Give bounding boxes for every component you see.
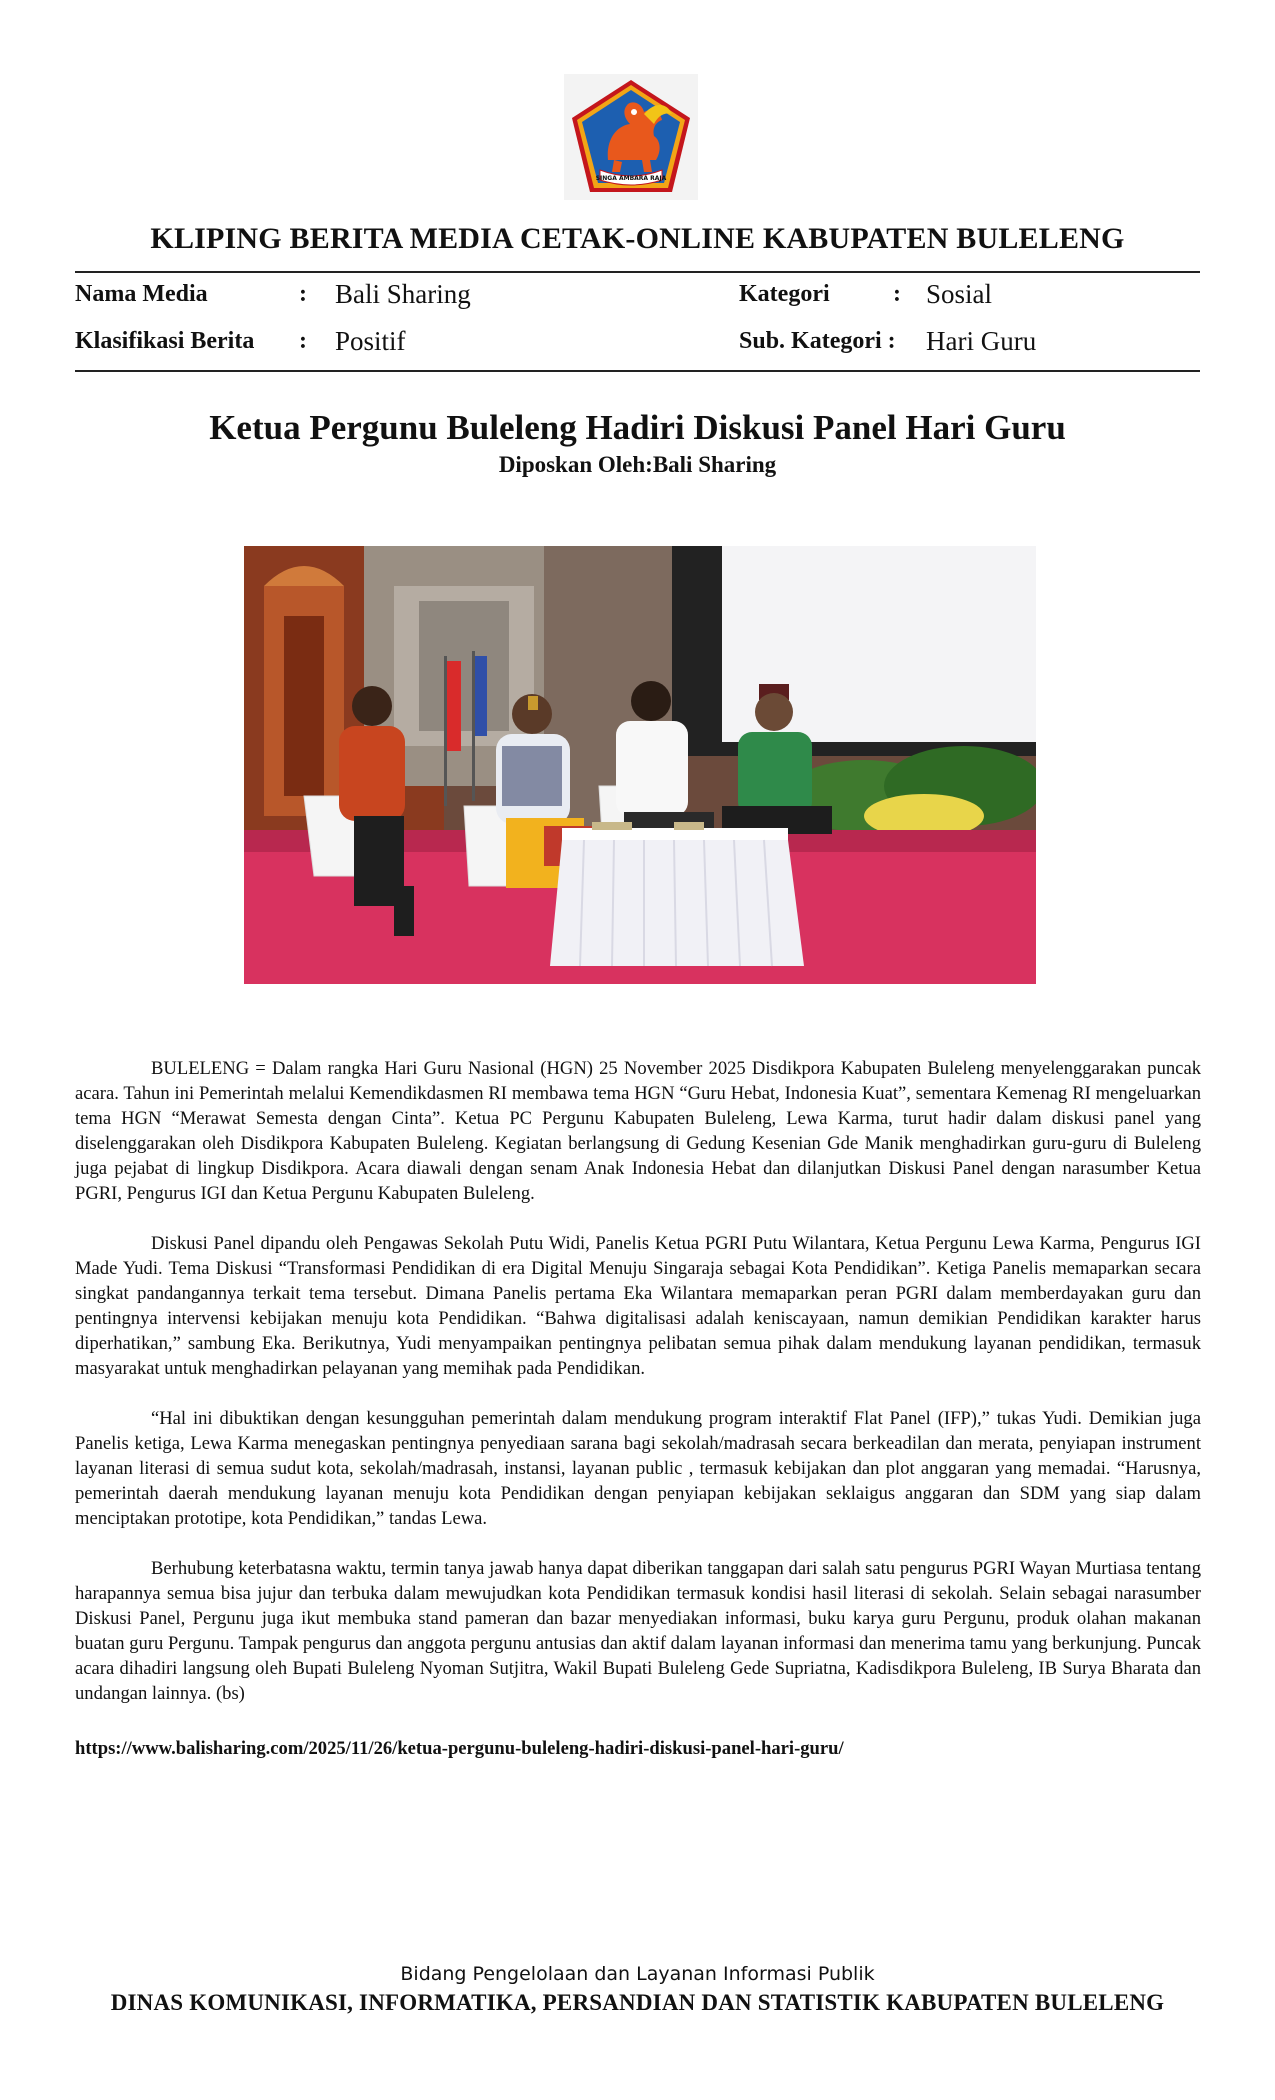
article-body <box>75 1056 1201 1731</box>
classification-label: Klasifikasi Berita <box>75 328 255 354</box>
panel-discussion-photo <box>244 546 1036 984</box>
media-name-label: Nama Media <box>75 281 208 307</box>
article-byline: Diposkan Oleh:Bali Sharing <box>498 452 777 477</box>
singa-ambara-raja-emblem-icon <box>564 74 698 200</box>
regency-logo <box>564 74 698 200</box>
classification-value: Positif <box>335 326 406 356</box>
article-paragraph: BULELENG = Dalam rangka Hari Guru Nasional (HGN) 25 November 2025 Disdikpora Kabupaten Buleleng menyelenggarakan puncak acara. Tahun ini Pemerintah melalui Kemendikdasmen RI membawa tema HGN “Guru Hebat, Indonesia Kuat”, sementara Kemenag RI mengeluarkan tema HGN “Merawat Semesta dengan Cinta”. Ketua PC Pergunu Kabupaten Buleleng, Lewa Karma, turut hadir dalam diskusi panel yang diselenggarakan oleh Disdikpora Kabupaten Buleleng. Kegiatan berlangsung di Gedung Kesenian Gde Manik menghadirkan guru-guru di Buleleng juga pejabat di lingkup Disdikpora. Acara diawali dengan senam Anak Indonesia Hebat dan dilanjutkan Diskusi Panel dengan narasumber Ketua PGRI, Pengurus IGI dan Ketua Pergunu Kabupaten Buleleng. <box>75 1058 1201 1204</box>
article-paragraph: “Hal ini dibuktikan dengan kesungguhan pemerintah dalam mendukung program interaktif Flat Panel (IFP),” tukas Yudi. Demikian juga Panelis ketiga, Lewa Karma menegaskan pentingnya penyediaan sarana bagi sekolah/madrasah secara berkeadilan dan merata, penyiapan instrument layanan literasi di semua sudut kota, sekolah/madrasah, instansi, layanan public , termasuk kebijakan dan plot anggaran yang memadai. “Harusnya, pemerintah daerah mendukung layanan menuju kota Pendidikan dengan penyiapan kebijakan seklaigus anggaran dan SDM yang siap dalam menciptakan prototipe, kota Pendidikan,” tandas Lewa. <box>75 1408 1201 1529</box>
panel-discussion-photo-illustration <box>244 546 1036 984</box>
article-paragraph: Diskusi Panel dipandu oleh Pengawas Sekolah Putu Widi, Panelis Ketua PGRI Putu Wilantara, Ketua Pergunu Lewa Karma, Pengurus IGI Made Yudi. Tema Diskusi “Transformasi Pendidikan di era Digital Menuju Singaraja sebagai Kota Pendidikan”. Ketiga Panelis memaparkan secara singkat pandangannya terkait tema tersebut. Dimana Panelis pertama Eka Wilantara memaparkan peran PGRI dalam memberdayakan guru dan pentingnya intervensi kebijakan menuju kota Pendidikan. “Bahwa digitalisasi adalah keniscayaan, namun demikian Pendidikan karakter harus diperhatikan,” sambung Eka. Berikutnya, Yudi menyampaikan pentingnya pelibatan semua pihak dalam mendukung layanan pendidikan, termasuk masyarakat untuk menghadirkan pelayanan yang memihak pada Pendidikan. <box>75 1233 1201 1379</box>
media-name-colon: : <box>299 281 307 307</box>
classification-colon: : <box>299 328 307 354</box>
clipping-header-title: KLIPING BERITA MEDIA CETAK-ONLINE KABUPATEN BULELENG <box>150 222 1125 255</box>
header-divider-top <box>75 271 1200 273</box>
subcategory-label: Sub. Kategori : <box>739 328 896 354</box>
category-colon: : <box>893 281 901 307</box>
article-title: Ketua Pergunu Buleleng Hadiri Diskusi Panel Hari Guru <box>209 408 1066 447</box>
source-url-link[interactable]: https://www.balisharing.com/2025/11/26/ketua-pergunu-buleleng-hadiri-diskusi-panel-hari-guru/ <box>75 1738 844 1759</box>
footer-department: Bidang Pengelolaan dan Layanan Informasi Publik <box>400 1963 875 1985</box>
category-value: Sosial <box>926 279 993 309</box>
subcategory-value: Hari Guru <box>926 326 1037 356</box>
category-label: Kategori <box>739 281 830 307</box>
media-name-value: Bali Sharing <box>335 279 471 309</box>
header-divider-bottom <box>75 370 1200 372</box>
svg-text:SINGA AMBARA RAJA: SINGA AMBARA RAJA <box>595 175 667 182</box>
article-paragraph: Berhubung keterbatasna waktu, termin tanya jawab hanya dapat diberikan tanggapan dari salah satu pengurus PGRI Wayan Murtiasa tentang harapannya semua bisa jujur dan terbuka dalam mewujudkan kota Pendidikan termasuk kondisi hasil literasi di sekolah. Selain sebagai narasumber Diskusi Panel, Pergunu juga ikut membuka stand pameran dan bazar menyediakan informasi, buku karya guru Pergunu, produk olahan makanan buatan guru Pergunu. Tampak pengurus dan anggota pergunu antusias dan aktif dalam layanan informasi dan menerima tamu yang berkunjung. Puncak acara dihadiri langsung oleh Bupati Buleleng Nyoman Sutjitra, Wakil Bupati Buleleng Gede Supriatna, Kadisdikpora Buleleng, IB Surya Bharata dan undangan lainnya. (bs) <box>75 1558 1201 1704</box>
footer-agency: DINAS KOMUNIKASI, INFORMATIKA, PERSANDIAN DAN STATISTIK KABUPATEN BULELENG <box>110 1990 1165 2015</box>
